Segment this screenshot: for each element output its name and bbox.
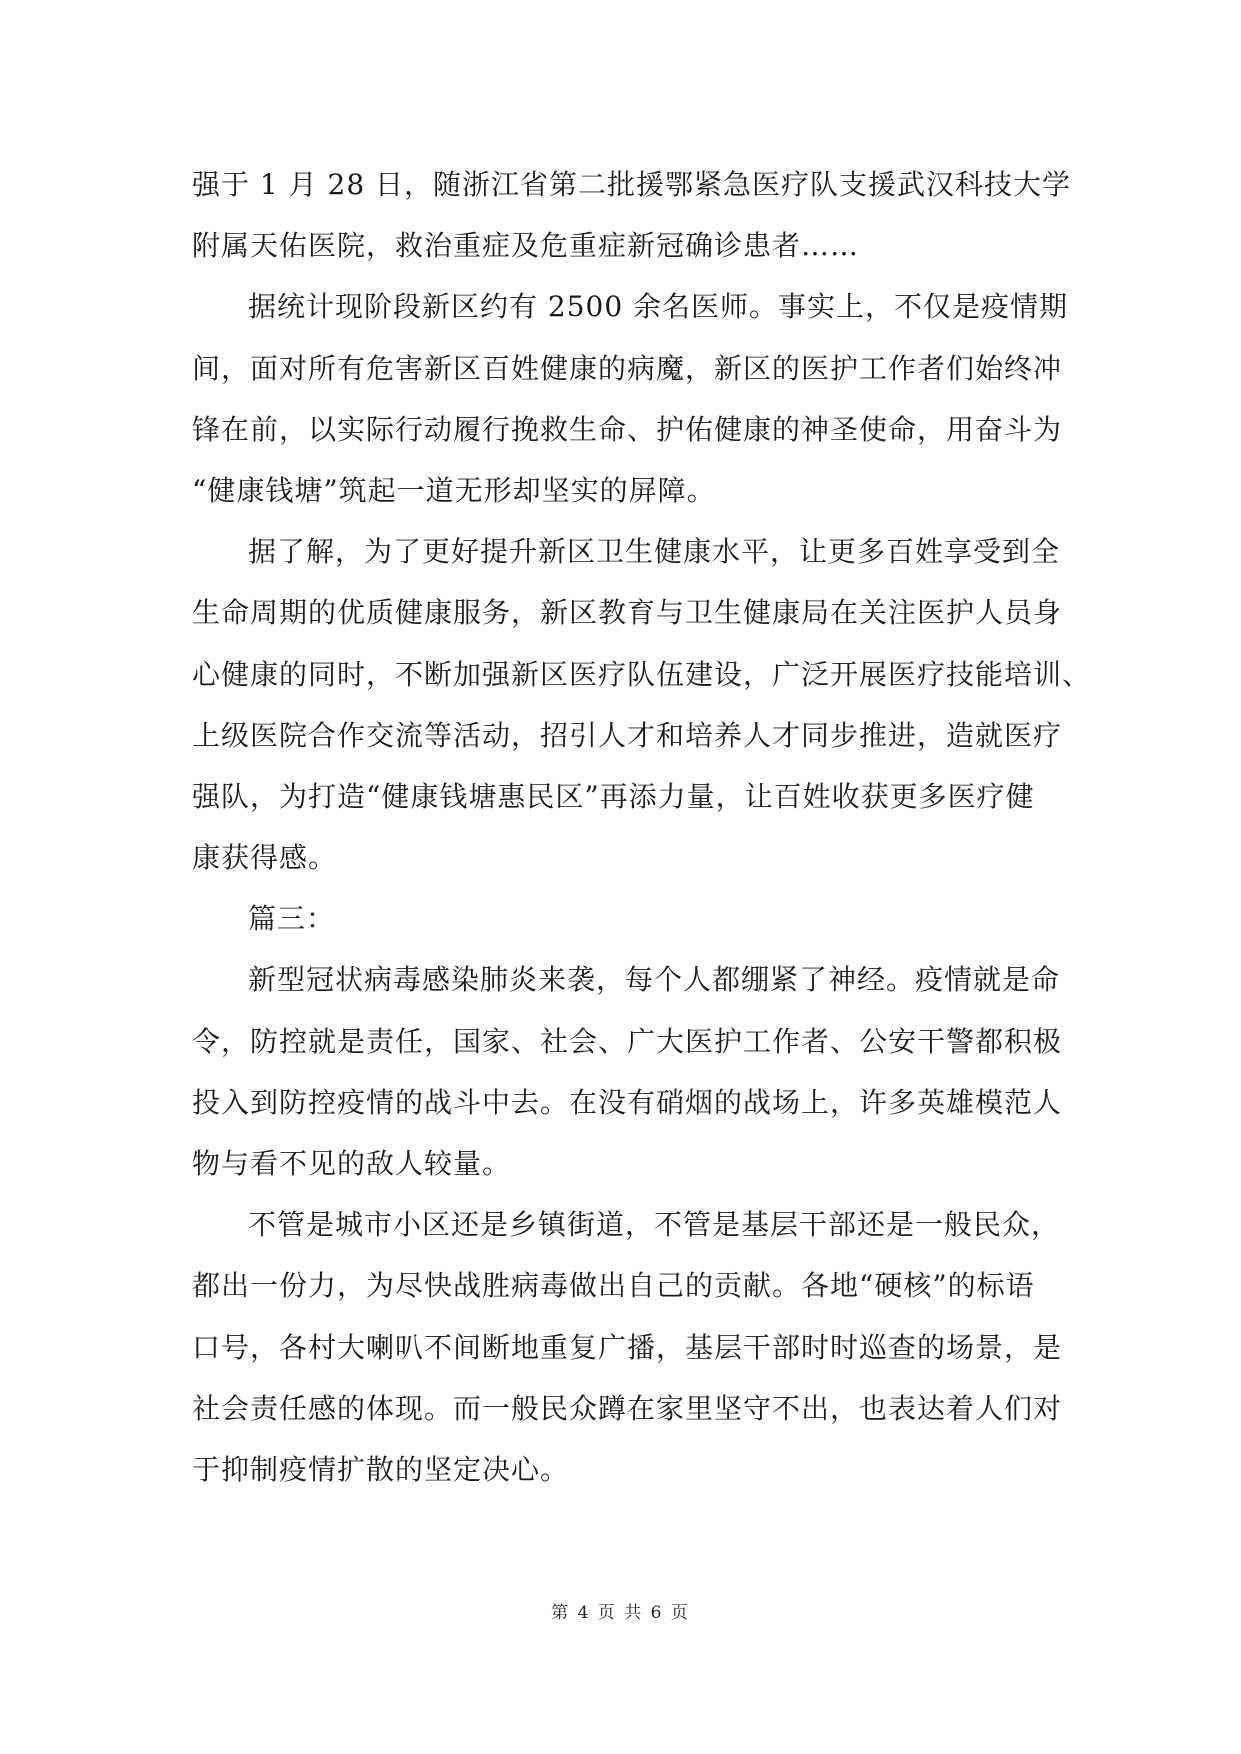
text-line: 附属天佑医院，救治重症及危重症新冠确诊患者…… [192, 229, 860, 263]
text-line: 上级医院合作交流等活动，招引人才和培养人才同步推进，造就医疗 [192, 718, 1063, 752]
text-line: 社会责任感的体现。而一般民众蹲在家里坚守不出，也表达着人们对 [192, 1391, 1063, 1425]
page-number-footer: 第 4 页 共 6 页 [551, 1603, 690, 1623]
text-line: 都出一份力，为尽快战胜病毒做出自己的贡献。各地“硬核”的标语 [192, 1269, 1035, 1303]
text-line: 间，面对所有危害新区百姓健康的病魔，新区的医护工作者们始终冲 [192, 351, 1063, 385]
text-line: 心健康的同时，不断加强新区医疗队伍建设，广泛开展医疗技能培训、 [192, 657, 1092, 691]
text-line: 物与看不见的敌人较量。 [192, 1147, 512, 1180]
text-line: 康获得感。 [192, 841, 338, 875]
text-line: 强于 1 月 28 日，随浙江省第二批援鄂紧急医疗队支援武汉科技大学 [192, 168, 1072, 201]
text-line: 口号，各村大喇叭不间断地重复广播，基层干部时时巡查的场景，是 [192, 1330, 1063, 1364]
text-line: 令，防控就是责任，国家、社会、广大医护工作者、公安干警都积极 [192, 1024, 1063, 1058]
text-line: “健康钱塘”筑起一道无形却坚实的屏障。 [192, 473, 716, 507]
text-line: 据统计现阶段新区约有 2500 余名医师。事实上，不仅是疫情期 [248, 290, 1069, 324]
text-line: 锋在前，以实际行动履行挽救生命、护佑健康的神圣使命，用奋斗为 [192, 412, 1063, 446]
body-text [192, 154, 1092, 1500]
section-heading: 篇三： [248, 902, 336, 936]
text-line: 于抑制疫情扩散的坚定决心。 [192, 1452, 570, 1486]
text-line: 据了解，为了更好提升新区卫生健康水平，让更多百姓享受到全 [248, 535, 1061, 569]
text-line: 生命周期的优质健康服务，新区教育与卫生健康局在关注医护人员身 [192, 596, 1063, 630]
text-line: 不管是城市小区还是乡镇街道，不管是基层干部还是一般民众， [248, 1208, 1061, 1242]
text-line: 强队，为打造“健康钱塘惠民区”再添力量，让百姓收获更多医疗健 [192, 779, 1035, 813]
text-line: 新型冠状病毒感染肺炎来袭，每个人都绷紧了神经。疫情就是命 [248, 963, 1061, 997]
text-line: 投入到防控疫情的战斗中去。在没有硝烟的战场上，许多英雄模范人 [192, 1085, 1063, 1119]
